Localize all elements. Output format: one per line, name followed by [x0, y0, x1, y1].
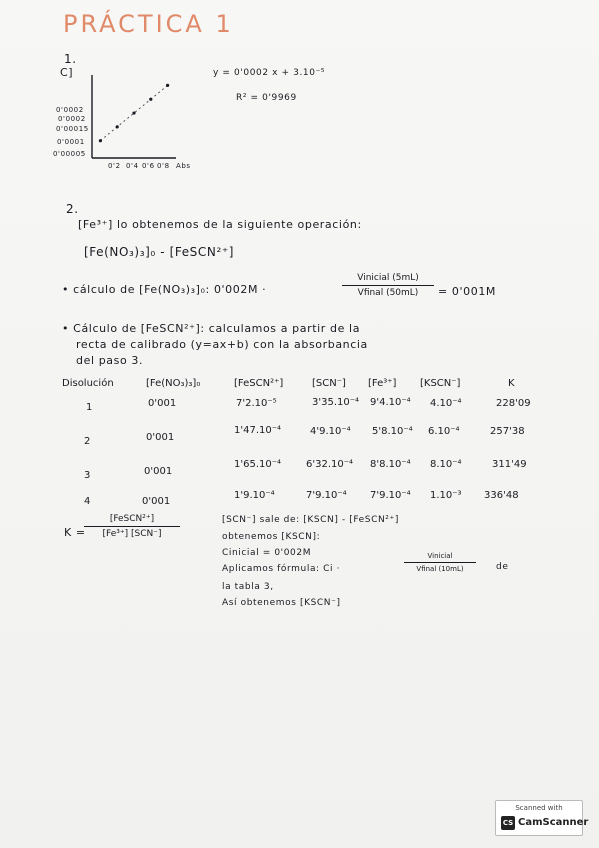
- table-cell: 1'47.10⁻⁴: [234, 425, 282, 436]
- camscanner-brand: CamScanner: [518, 817, 589, 828]
- table-cell: 0'001: [146, 432, 175, 443]
- graph-x-tick: 0'8: [157, 162, 170, 170]
- scanned-with-text: Scanned with: [515, 804, 563, 812]
- table-cell: 228'09: [496, 398, 531, 409]
- table-cell: 1'9.10⁻⁴: [234, 490, 275, 501]
- table-cell: 7'9.10⁻⁴: [306, 490, 347, 501]
- graph-x-tick: 0'2: [108, 162, 121, 170]
- table-cell: 0'001: [142, 496, 171, 507]
- operation-formula: [Fe(NO₃)₃]₀ - [FeSCN²⁺]: [84, 245, 235, 259]
- page-title: PRÁCTICA 1: [63, 10, 234, 38]
- graph-y-tick: 0'0002: [56, 106, 84, 114]
- r-squared: R² = 0'9969: [236, 93, 297, 103]
- regression-equation: y = 0'0002 x + 3.10⁻⁵: [213, 68, 326, 78]
- data-point: [149, 98, 152, 101]
- note-line: Aplicamos fórmula: Ci ·: [222, 564, 341, 574]
- k-fraction: [84, 514, 180, 539]
- table-header: [Fe(NO₃)₃]₀: [146, 378, 201, 389]
- table-header: [FeSCN²⁺]: [234, 378, 284, 389]
- graph-x-tick: 0'4: [126, 162, 139, 170]
- calc2-line: • Cálculo de [FeSCN²⁺]: calculamos a partir de la: [62, 322, 361, 335]
- table-header: [Fe³⁺]: [368, 378, 397, 389]
- table-cell: 6.10⁻⁴: [428, 426, 460, 437]
- table-cell: 336'48: [484, 490, 519, 501]
- graph-x-tick: 0'6: [142, 162, 155, 170]
- fraction-bar: [84, 526, 180, 527]
- table-cell: 5'8.10⁻⁴: [372, 426, 413, 437]
- table-cell: 1.10⁻³: [430, 490, 462, 501]
- table-cell: 0'001: [148, 398, 177, 409]
- table-cell: 8'8.10⁻⁴: [370, 459, 411, 470]
- graph-y-tick: 0'00015: [56, 125, 89, 133]
- fraction-bar: [404, 562, 476, 563]
- table-cell: 6'32.10⁻⁴: [306, 459, 354, 470]
- graph-x-axis-label: Abs: [176, 162, 191, 170]
- table-cell: 311'49: [492, 459, 527, 470]
- note-line: de: [496, 562, 509, 572]
- table-cell: 2: [84, 436, 91, 447]
- data-point: [99, 139, 102, 142]
- table-cell: 1: [86, 402, 93, 413]
- note-line: Así obtenemos [KSCN⁻]: [222, 598, 341, 608]
- note-numerator: Vinicial: [427, 552, 453, 560]
- table-cell: 7'2.10⁻⁵: [236, 398, 277, 409]
- note-line: obtenemos [KSCN]:: [222, 532, 321, 542]
- section-2-number: 2.: [66, 202, 79, 216]
- section-2-intro: [Fe³⁺] lo obtenemos de la siguiente operación:: [78, 218, 362, 231]
- camscanner-logo-icon: CS: [501, 816, 515, 830]
- table-cell: 9'4.10⁻⁴: [370, 397, 411, 408]
- calc1-denominator: Vfinal (50mL): [357, 288, 419, 298]
- note-line: [SCN⁻] sale de: [KSCN] - [FeSCN²⁺]: [222, 515, 399, 525]
- note-line: Cinicial = 0'002M: [222, 548, 312, 558]
- table-cell: 4: [84, 496, 91, 507]
- table-cell: 1'65.10⁻⁴: [234, 459, 282, 470]
- table-header: [KSCN⁻]: [420, 378, 461, 389]
- table-cell: 3: [84, 470, 91, 481]
- table-cell: 3'35.10⁻⁴: [312, 397, 360, 408]
- graph-y-tick: 0'0002: [58, 115, 86, 123]
- table-cell: 8.10⁻⁴: [430, 459, 462, 470]
- table-header: Disolución: [62, 378, 114, 389]
- k-denominator: [Fe³⁺] [SCN⁻]: [102, 529, 162, 539]
- camscanner-watermark: [495, 800, 589, 836]
- data-point: [132, 111, 135, 114]
- note-line: la tabla 3,: [222, 582, 274, 592]
- calc2-line: del paso 3.: [76, 354, 144, 367]
- graph-y-tick: 0'00005: [53, 150, 86, 158]
- calc2-line: recta de calibrado (y=ax+b) con la absorbancia: [76, 338, 368, 351]
- data-point: [116, 125, 119, 128]
- calc1-fraction: [342, 273, 434, 298]
- table-cell: 4.10⁻⁴: [430, 398, 462, 409]
- table-cell: 0'001: [144, 466, 173, 477]
- table-cell: 7'9.10⁻⁴: [370, 490, 411, 501]
- section-1-number: 1.: [64, 52, 77, 66]
- graph-y-axis-label: C]: [60, 66, 74, 79]
- graph-y-tick: 0'0001: [57, 138, 85, 146]
- k-numerator: [FeSCN²⁺]: [109, 514, 155, 524]
- calc1-numerator: Vinicial (5mL): [357, 273, 419, 283]
- k-label: K =: [64, 526, 86, 539]
- table-cell: 4'9.10⁻⁴: [310, 426, 351, 437]
- note-fraction: [404, 552, 476, 573]
- data-point: [166, 84, 169, 87]
- table-header: K: [508, 378, 515, 389]
- table-header: [SCN⁻]: [312, 378, 346, 389]
- note-denominator: Vfinal (10mL): [416, 565, 464, 573]
- fraction-bar: [342, 285, 434, 286]
- calc1-prefix: • cálculo de [Fe(NO₃)₃]₀: 0'002M ·: [62, 283, 267, 296]
- calc1-result: = 0'001M: [438, 285, 497, 298]
- table-cell: 257'38: [490, 426, 525, 437]
